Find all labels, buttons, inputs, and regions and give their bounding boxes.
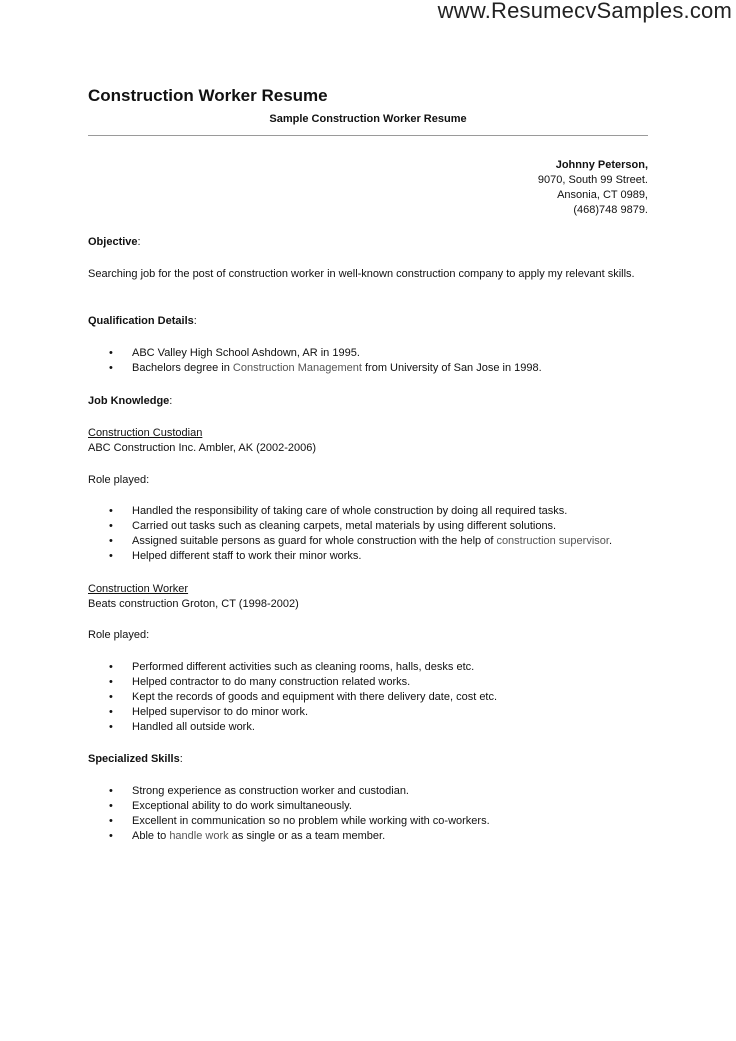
list-item: • Strong experience as construction worker and custodian. bbox=[109, 785, 409, 797]
site-watermark: www.ResumecvSamples.com bbox=[437, 0, 732, 23]
list-item: • Able to handle work as single or as a team member. bbox=[109, 830, 386, 842]
list-item: • Excellent in communication so no problem while working with co-workers. bbox=[109, 815, 490, 827]
job-knowledge-heading: Job Knowledge: bbox=[88, 395, 173, 407]
list-item: • Handled all outside work. bbox=[109, 721, 255, 733]
job1-role-label: Role played: bbox=[88, 474, 150, 486]
objective-text: Searching job for the post of construction worker in well-known construction company to apply my relevant skills. bbox=[88, 268, 635, 280]
qualification-list bbox=[88, 346, 648, 376]
job2-title: Construction Worker bbox=[88, 583, 189, 595]
job2-company: Beats construction Groton, CT (1998-2002) bbox=[88, 598, 299, 610]
list-item: • Bachelors degree in Construction Management from University of San Jose in 1998. bbox=[109, 362, 542, 374]
list-item: • Kept the records of goods and equipment with there delivery date, cost etc. bbox=[109, 691, 498, 703]
list-item: • Handled the responsibility of taking care of whole construction by doing all required tasks. bbox=[109, 505, 568, 517]
contact-address-line1: 9070, South 99 Street. bbox=[537, 174, 648, 186]
list-item: • Assigned suitable persons as guard for whole construction with the help of construction supervisor. bbox=[109, 535, 612, 547]
job1-title: Construction Custodian bbox=[88, 427, 203, 439]
job2-role-label: Role played: bbox=[88, 629, 150, 641]
page-title: Construction Worker Resume bbox=[88, 86, 328, 105]
list-item: • Carried out tasks such as cleaning carpets, metal materials by using different solutions. bbox=[109, 520, 557, 532]
contact-phone: (468)748 9879. bbox=[573, 204, 648, 216]
contact-name: Johnny Peterson, bbox=[555, 159, 648, 171]
job2-duties-list bbox=[88, 660, 648, 735]
job1-company: ABC Construction Inc. Ambler, AK (2002-2006) bbox=[88, 442, 317, 454]
list-item: • Performed different activities such as cleaning rooms, halls, desks etc. bbox=[109, 661, 475, 673]
list-item: • Exceptional ability to do work simultaneously. bbox=[109, 800, 352, 812]
contact-block bbox=[538, 158, 648, 218]
skills-list bbox=[88, 784, 648, 844]
job1-duties-list bbox=[88, 504, 648, 564]
list-item: • Helped different staff to work their minor works. bbox=[109, 550, 362, 562]
objective-heading: Objective: bbox=[88, 236, 141, 248]
list-item: • Helped contractor to do many construction related works. bbox=[109, 676, 411, 688]
skills-heading: Specialized Skills: bbox=[88, 753, 183, 765]
construction-management-link[interactable]: Construction Management bbox=[232, 362, 362, 374]
page-subtitle: Sample Construction Worker Resume bbox=[269, 113, 467, 125]
handle-work-link[interactable]: handle work bbox=[169, 830, 229, 842]
list-item: • Helped supervisor to do minor work. bbox=[109, 706, 309, 718]
qualification-heading: Qualification Details: bbox=[88, 315, 197, 327]
list-item: • ABC Valley High School Ashdown, AR in 1995. bbox=[109, 347, 360, 359]
title-divider bbox=[88, 135, 648, 136]
contact-address-line2: Ansonia, CT 0989, bbox=[557, 189, 648, 201]
construction-supervisor-link[interactable]: construction supervisor bbox=[496, 535, 609, 547]
